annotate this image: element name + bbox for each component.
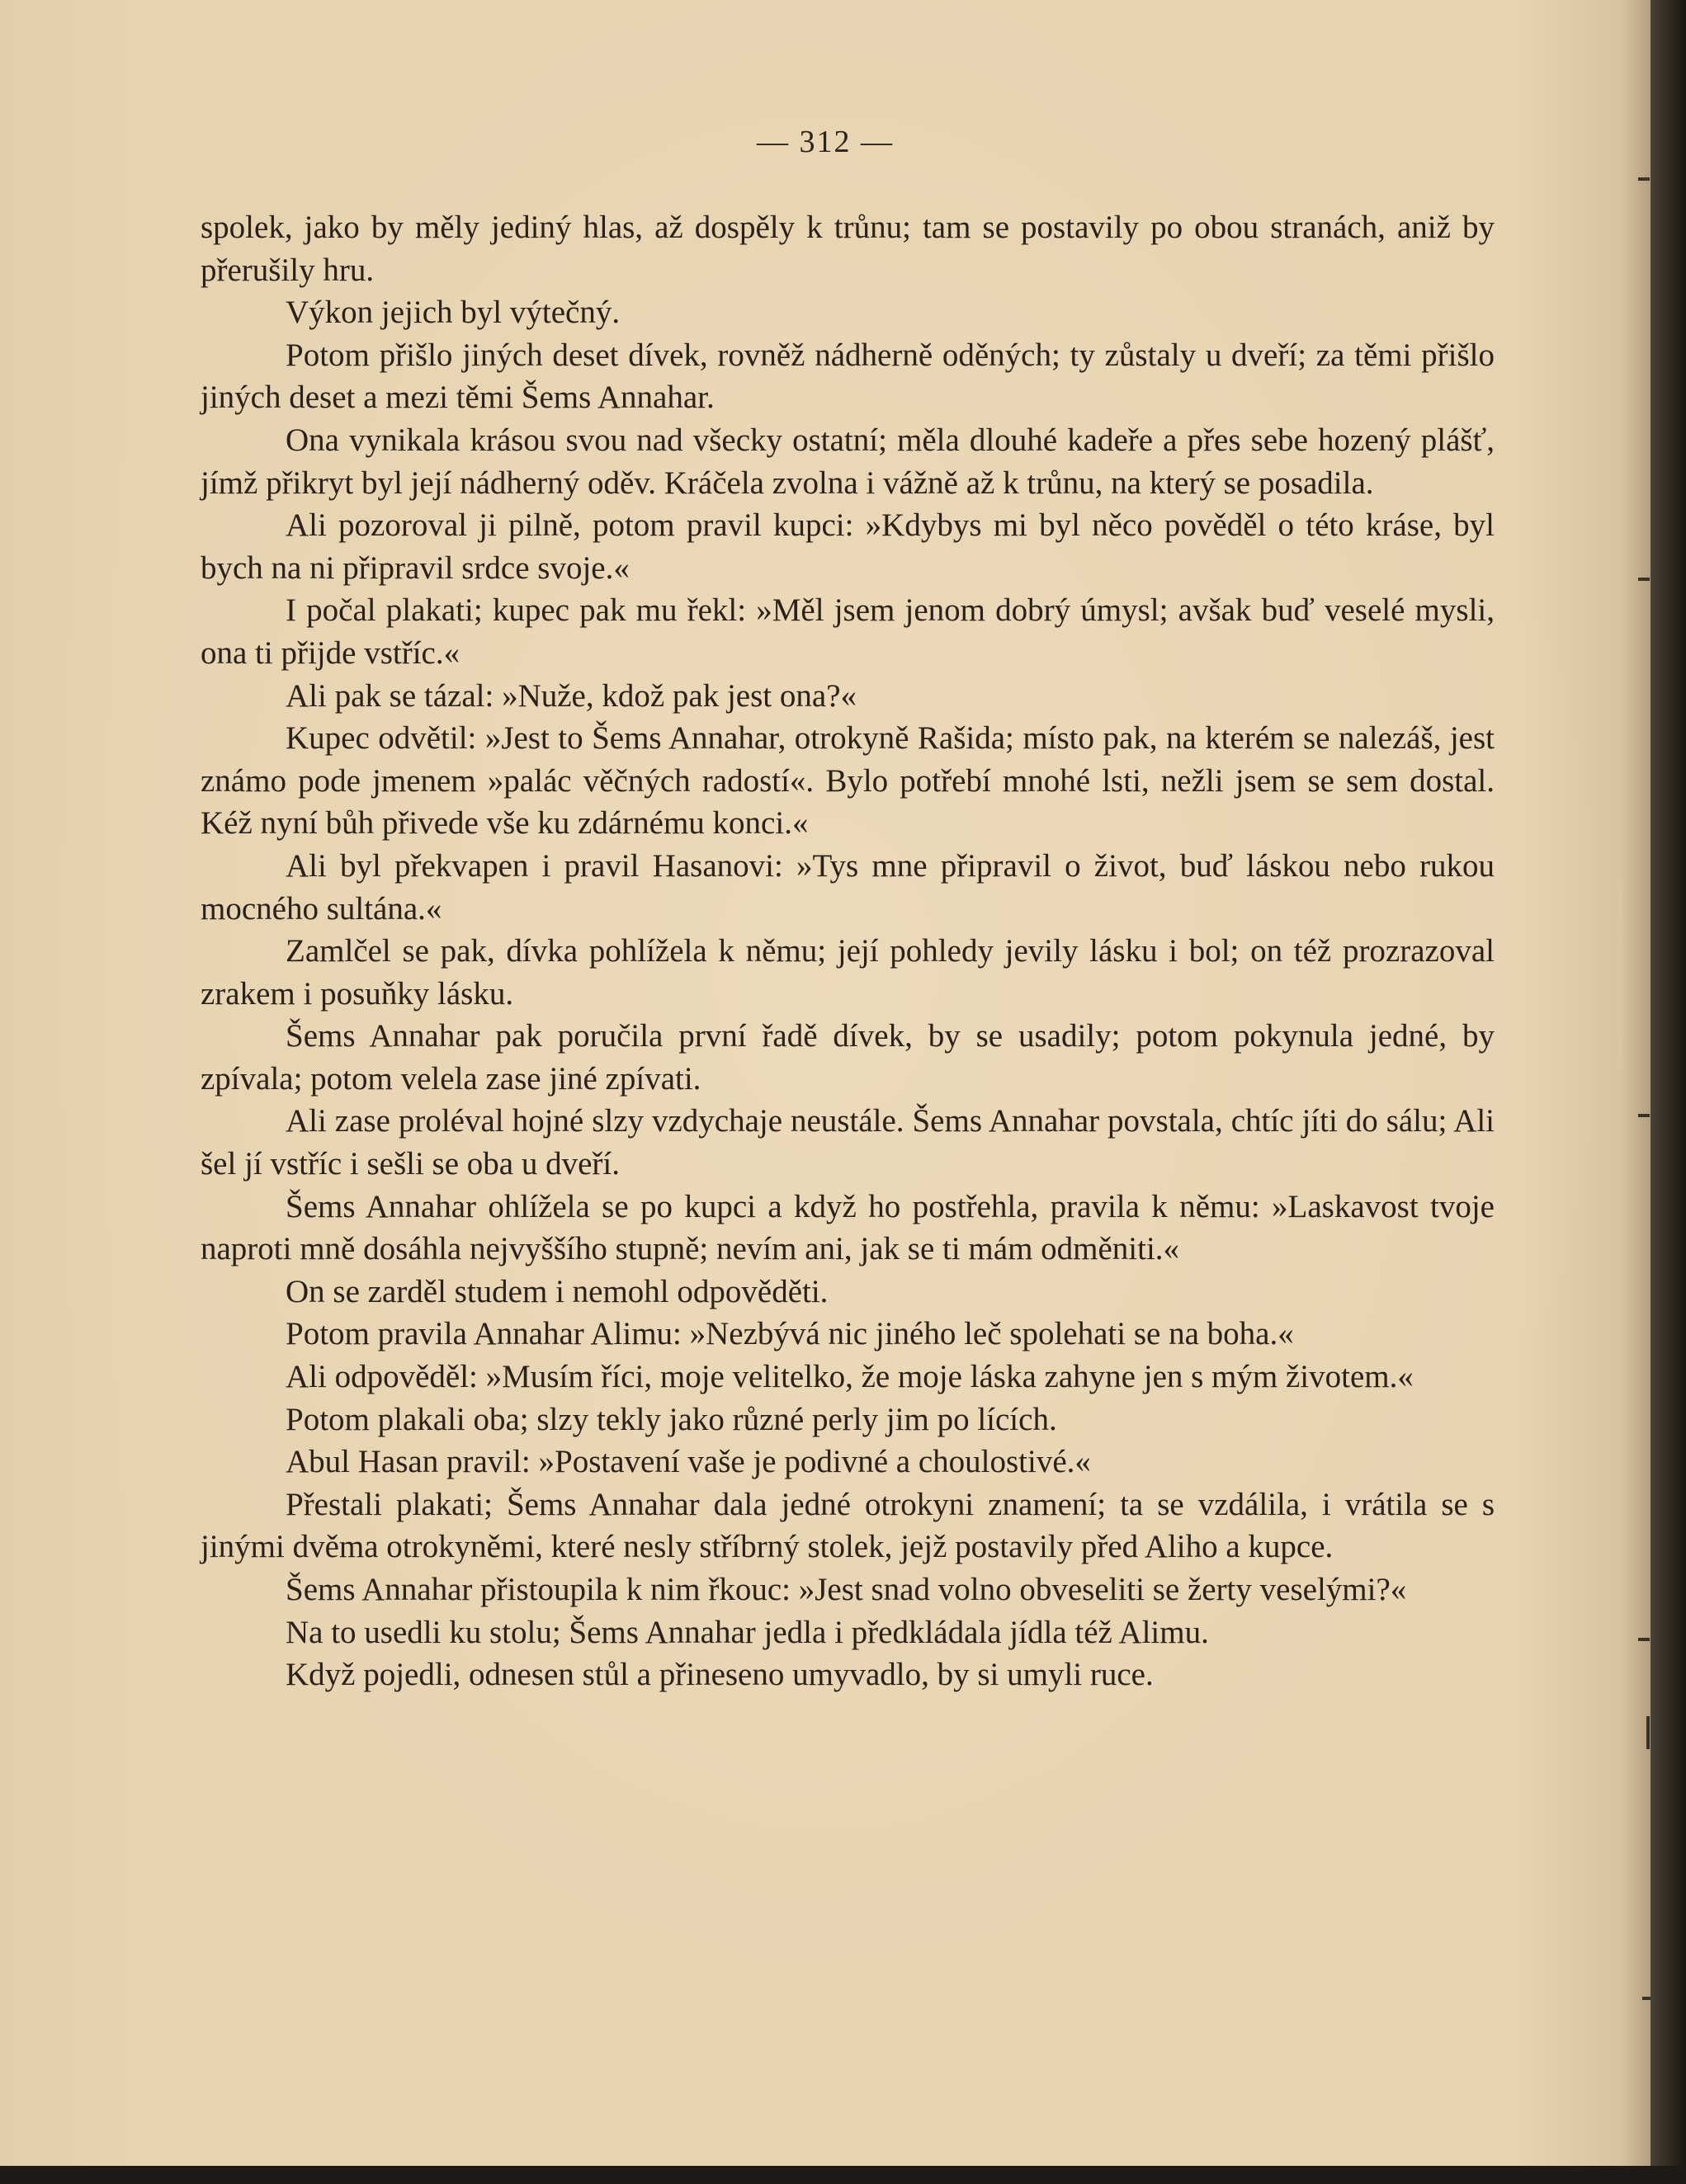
paragraph: Šems Annahar pak poručila první řadě dívek, by se usadily; potom pokynula jedné, by zpívala; potom velela zase jiné zpívati.	[201, 1018, 1495, 1097]
margin-mark	[1642, 1997, 1651, 2000]
paragraph: Ona vynikala krásou svou nad všecky ostatní; měla dlouhé kadeře a přes sebe hozený plášť, jímž přikryt byl její nádherný oděv. Kráčela zvolna i vážně až k trůnu, na který se posadila.	[201, 422, 1495, 501]
paragraph: Potom přišlo jiných deset dívek, rovněž nádherně oděných; ty zůstaly u dveří; za těmi přišlo jiných deset a mezi těmi Šems Annahar.	[201, 337, 1495, 416]
page-gutter-shadow	[1622, 0, 1651, 2166]
page-number: — 312 —	[757, 125, 894, 159]
paragraph: Ali zase proléval hojné slzy vzdychaje neustále. Šems Annahar povstala, chtíc jíti do sálu; Ali šel jí vstříc i sešli se oba u dveří.	[201, 1103, 1495, 1182]
paragraph: Výkon jejich byl výtečný.	[286, 295, 621, 331]
paragraph: Zamlčel se pak, dívka pohlížela k němu; její pohledy jevily lásku i bol; on též prozrazoval zrakem i posuňky lásku.	[201, 933, 1495, 1012]
scan-right-edge	[1651, 0, 1686, 2184]
paragraph: Když pojedli, odnesen stůl a přineseno umyvadlo, by si umyli ruce.	[286, 1657, 1154, 1693]
margin-mark	[1646, 1716, 1650, 1749]
paragraph: Ali pozoroval ji pilně, potom pravil kupci: »Kdybys mi byl něco pověděl o této kráse, byl bych na ni připravil srdce svoje.«	[201, 507, 1495, 586]
paragraph: Přestali plakati; Šems Annahar dala jedné otrokyni znamení; ta se vzdálila, i vrátila se s jinými dvěma otrokyněmi, které nesly stříbrný stolek, jejž postavily před Aliho a kupce.	[201, 1486, 1495, 1565]
scan-bottom-edge	[0, 2166, 1686, 2184]
paragraph: On se zarděl studem i nemohl odpověděti.	[286, 1273, 829, 1309]
paragraph: Abul Hasan pravil: »Postavení vaše je podivné a choulostivé.«	[286, 1444, 1091, 1480]
paragraph: Potom pravila Annahar Alimu: »Nezbývá nic jiného leč spolehati se na boha.«	[286, 1316, 1294, 1352]
paragraph: Šems Annahar přistoupila k nim řkouc: »Jest snad volno obveseliti se žerty veselými?«	[286, 1572, 1407, 1607]
paragraph: Ali odpověděl: »Musím říci, moje velitelko, že moje láska zahyne jen s mým životem.«	[286, 1359, 1414, 1395]
paragraph: Kupec odvětil: »Jest to Šems Annahar, otrokyně Rašida; místo pak, na kterém se nalezáš, jest známo pode jmenem »palác věčných radostí«. Bylo potřebí mnohé lsti, nežli jsem se sem dostal. Kéž nyní bůh přivede vše ku zdárnému konci.«	[201, 720, 1495, 842]
margin-mark	[1638, 1114, 1650, 1117]
paragraph: Ali byl překvapen i pravil Hasanovi: »Tys mne připravil o život, buď láskou nebo rukou mocného sultána.«	[201, 847, 1495, 927]
paragraph: Potom plakali oba; slzy tekly jako různé perly jim po lících.	[286, 1401, 1057, 1437]
paragraph: I počal plakati; kupec pak mu řekl: »Měl jsem jenom dobrý úmysl; avšak buď veselé mysli, ona ti přijde vstříc.«	[201, 592, 1495, 671]
paragraph: Ali pak se tázal: »Nuže, kdož pak jest ona?«	[286, 677, 857, 714]
paragraph: Šems Annahar ohlížela se po kupci a když ho postřehla, pravila k němu: »Laskavost tvoje naproti mně dosáhla nejvyššího stupně; nevím ani, jak se ti mám odměniti.«	[201, 1188, 1495, 1267]
paragraph: spolek, jako by měly jediný hlas, až dospěly k trůnu; tam se postavily po obou stranách, aniž by přerušily hru.	[201, 210, 1495, 288]
margin-mark	[1638, 177, 1650, 181]
paragraph: Na to usedli ku stolu; Šems Annahar jedla i předkládala jídla též Alimu.	[286, 1614, 1209, 1650]
body-text	[201, 206, 1495, 1696]
margin-mark	[1638, 578, 1650, 581]
margin-mark	[1638, 1638, 1650, 1641]
